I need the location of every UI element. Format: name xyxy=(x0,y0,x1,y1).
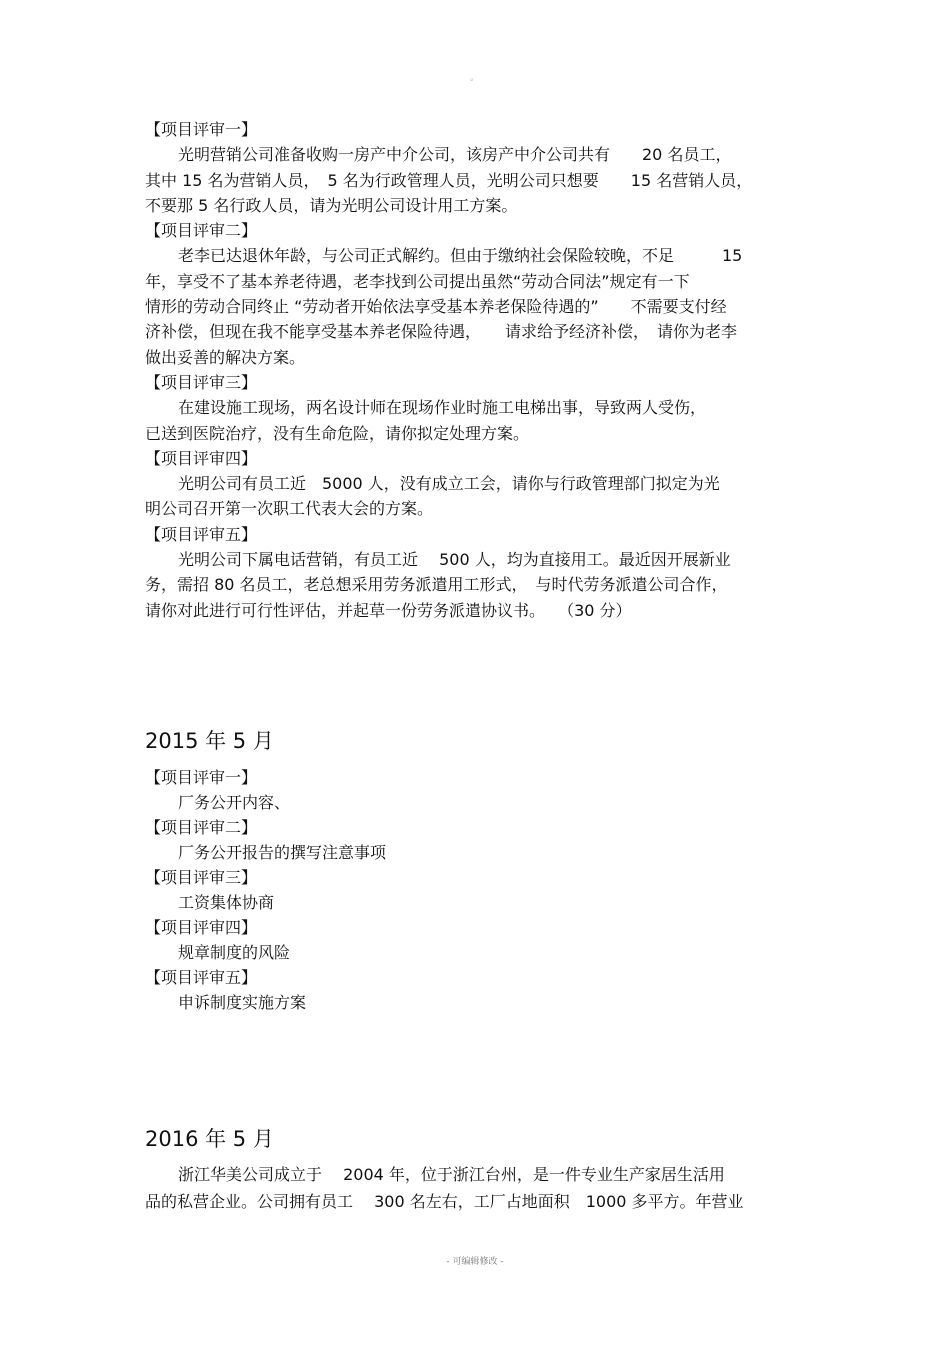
text-line: 在建设施工现场，两名设计师在现场作业时施工电梯出事，导致两人受伤， xyxy=(178,398,707,418)
section-2015 xyxy=(145,727,813,1015)
case-heading: 【项目评审三】 xyxy=(145,372,258,392)
text-line: 济补偿，但现在我不能享受基本养老保险待遇， 请求给予经济补偿， 请你为老李 xyxy=(145,322,738,342)
text-line: 其中 15 名为营销人员， 5 名为行政管理人员，光明公司只想要 15 名营销人员， xyxy=(145,170,753,190)
section-year-heading: 2016 年 5 月 xyxy=(145,1127,274,1151)
case-heading: 【项目评审四】 xyxy=(145,918,258,937)
section-2016 xyxy=(145,1125,813,1215)
header-mark: 。 xyxy=(470,73,480,83)
case-heading: 【项目评审三】 xyxy=(145,868,258,887)
text-line: 品的私营企业。公司拥有员工 300 名左右，工厂占地面积 1000 多平方。年营业 xyxy=(145,1192,744,1211)
text-line: 做出妥善的解决方案。 xyxy=(145,347,306,367)
case-heading: 【项目评审五】 xyxy=(145,524,258,544)
section-2015-items xyxy=(145,765,813,1015)
case-heading: 【项目评审五】 xyxy=(145,968,258,987)
text-line: 已送到医院治疗，没有生命危险，请你拟定处理方案。 xyxy=(145,423,530,443)
text-line: 工资集体协商 xyxy=(178,893,275,912)
text-line: 不要那 5 名行政人员，请为光明公司设计用工方案。 xyxy=(145,195,518,215)
text-line: 老李已达退休年龄，与公司正式解约。但由于缴纳社会保险较晚，不足 15 xyxy=(178,246,743,266)
text-line: 申诉制度实施方案 xyxy=(178,993,307,1012)
text-line: 规章制度的风险 xyxy=(178,943,291,962)
text-line: 光明营销公司准备收购一房产中介公司，该房产中介公司共有 20 名员工， xyxy=(178,145,732,165)
case-heading: 【项目评审一】 xyxy=(145,120,258,139)
text-line: 光明公司有员工近 5000 人，没有成立工会，请你与行政管理部门拟定为光 xyxy=(178,474,720,494)
section-case-list xyxy=(145,117,813,623)
text-line: 厂务公开报告的撰写注意事项 xyxy=(178,843,387,862)
text-line: 年，享受不了基本养老待遇，老李找到公司提出虽然“劳动合同法”规定有一下 xyxy=(145,271,690,291)
text-line: 明公司召开第一次职工代表大会的方案。 xyxy=(145,499,434,519)
text-line: 情形的劳动合同终止 “劳动者开始依法享受基本养老保险待遇的” 不需要支付经 xyxy=(145,297,727,317)
text-line: 厂务公开内容、 xyxy=(178,793,291,812)
footer-mark: - 可编辑修改 - xyxy=(446,1257,504,1267)
text-line: 浙江华美公司成立于 2004 年，位于浙江台州，是一件专业生产家居生活用 xyxy=(178,1165,725,1184)
text-line: 务，需招 80 名员工，老总想采用劳务派遣用工形式， 与时代劳务派遣公司合作， xyxy=(145,575,728,595)
section-2016-paragraph xyxy=(145,1161,813,1215)
section-year-heading: 2015 年 5 月 xyxy=(145,729,274,753)
text-line: 光明公司下属电话营销，有员工近 500 人，均为直接用工。最近因开展新业 xyxy=(178,550,731,570)
case-heading: 【项目评审二】 xyxy=(145,221,258,241)
text-line: 请你对此进行可行性评估，并起草一份劳务派遣协议书。 （30 分） xyxy=(145,600,632,620)
case-heading: 【项目评审四】 xyxy=(145,448,258,468)
case-heading: 【项目评审二】 xyxy=(145,818,258,837)
case-heading: 【项目评审一】 xyxy=(145,768,258,787)
